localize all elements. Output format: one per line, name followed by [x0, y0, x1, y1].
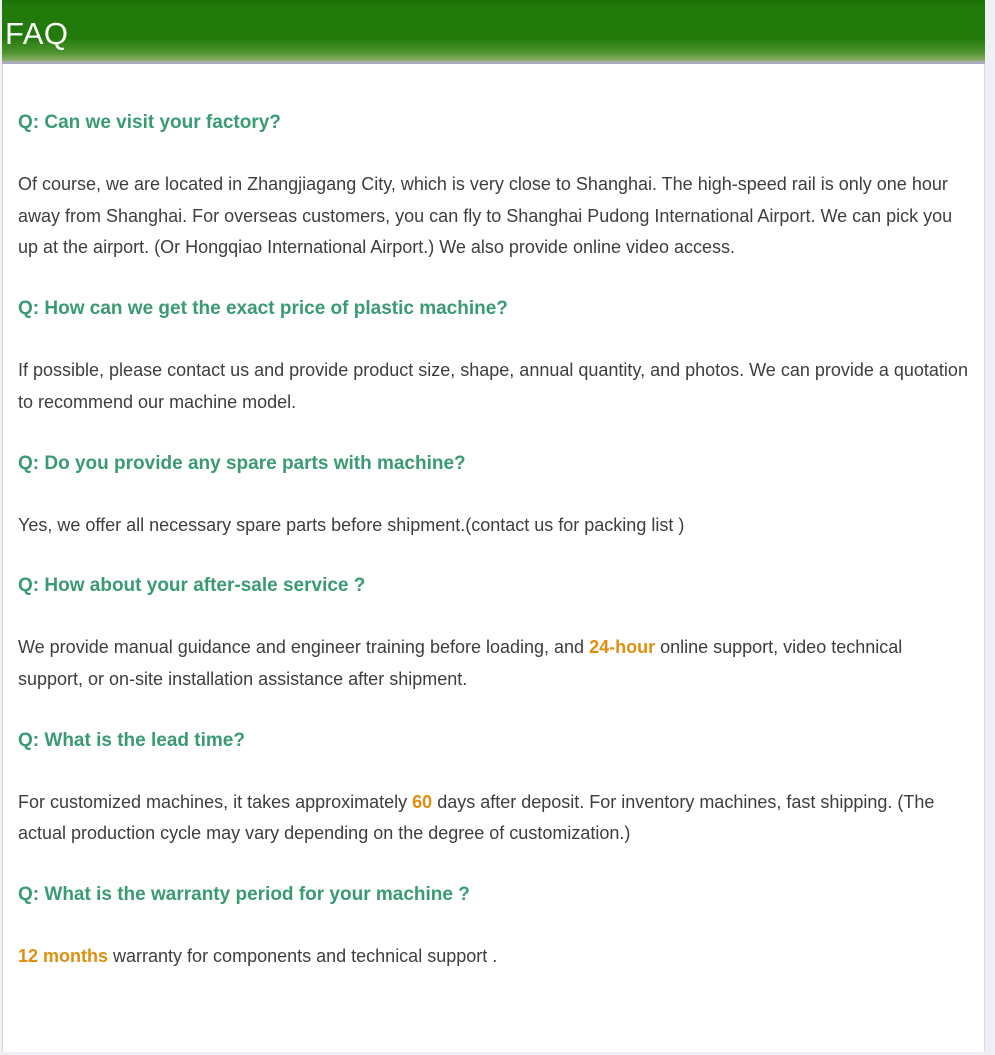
- answer-text: days after deposit. For inventory machines, fast shipping. (The actual production cycle may vary depending on the degree of customization.): [18, 791, 935, 844]
- faq-question: Q: How can we get the exact price of plastic machine?: [18, 298, 508, 320]
- faq-answer: [18, 632, 968, 695]
- faq-item: [18, 730, 968, 850]
- faq-header-title: FAQ: [5, 15, 69, 51]
- faq-content: [2, 64, 985, 1052]
- faq-question: Q: What is the lead time?: [18, 729, 245, 751]
- answer-highlight: 12 months: [18, 946, 109, 967]
- faq-item: [18, 884, 968, 973]
- answer-text: We provide manual guidance and engineer training before loading, and: [18, 637, 590, 658]
- faq-item: [18, 112, 968, 264]
- faq-answer: [18, 355, 968, 418]
- answer-text: If possible, please contact us and provide product size, shape, annual quantity, and photos. We can provide a quotation to recommend our machine model.: [18, 360, 968, 412]
- answer-text: online support, video technical support, or on-site installation assistance after shipment.: [18, 637, 903, 689]
- answer-text: For customized machines, it takes approximately: [18, 791, 413, 812]
- faq-question: Q: Can we visit your factory?: [18, 112, 281, 133]
- faq-answer: [18, 941, 968, 973]
- faq-answer: [18, 510, 968, 542]
- faq-answer: [18, 169, 968, 264]
- faq-item: [18, 453, 968, 542]
- answer-text: Yes, we offer all necessary spare parts before shipment.(contact us for packing list ): [18, 514, 685, 535]
- faq-question: Q: How about your after-sale service ?: [18, 575, 366, 597]
- answer-text: warranty for components and technical support .: [108, 946, 498, 967]
- faq-header-bar: [2, 0, 985, 64]
- faq-question: Q: What is the warranty period for your machine ?: [18, 884, 470, 906]
- faq-page: [2, 0, 985, 1055]
- answer-highlight: 24-hour: [589, 637, 656, 658]
- faq-answer: [18, 787, 968, 850]
- answer-text: Of course, we are located in Zhangjiagang City, which is very close to Shanghai. The high-speed rail is only one hour away from Shanghai. For overseas customers, you can fly to Shanghai Pudong International Airport. We can pick you up at the airport. (Or Hongqiao International Airport.) We also provide online video access.: [18, 174, 953, 258]
- faq-item: [18, 575, 968, 695]
- answer-highlight: 60: [412, 791, 433, 812]
- faq-item: [18, 298, 968, 418]
- faq-question: Q: Do you provide any spare parts with machine?: [18, 452, 466, 474]
